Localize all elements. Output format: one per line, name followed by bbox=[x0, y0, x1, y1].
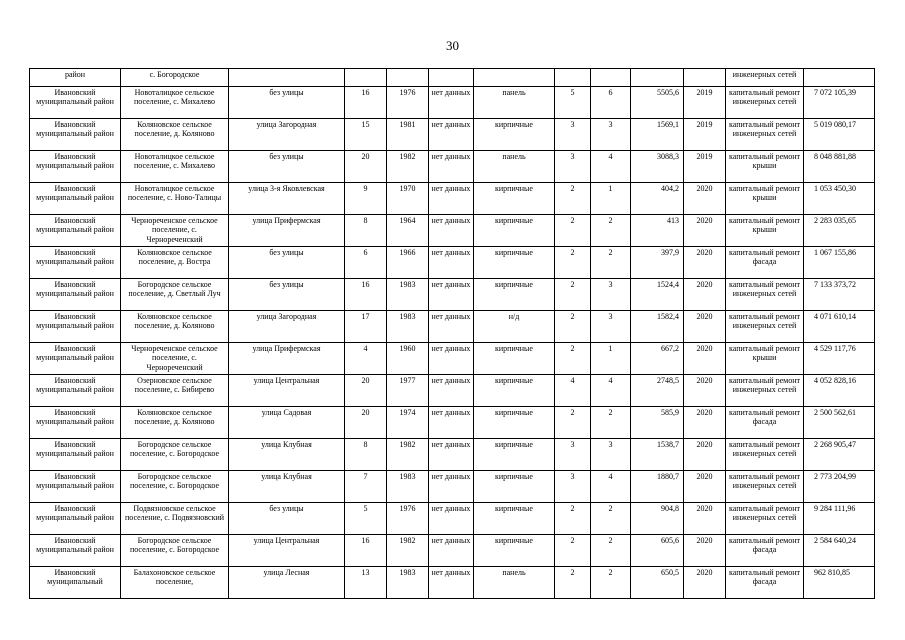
cell-cost: 1 067 155,86 bbox=[804, 247, 875, 279]
cell-district: Ивановский муниципальный район bbox=[30, 375, 121, 407]
cell-sections: 3 bbox=[591, 119, 631, 151]
cell-year: 1981 bbox=[387, 119, 429, 151]
cell-year: 1983 bbox=[387, 567, 429, 599]
cell-floors: 2 bbox=[555, 279, 591, 311]
housing-repair-table bbox=[29, 68, 875, 599]
cell-area: 1569,1 bbox=[631, 119, 684, 151]
cell-data: нет данных bbox=[429, 311, 474, 343]
cell-district: Ивановский муниципальный район bbox=[30, 311, 121, 343]
cell-sections: 2 bbox=[591, 535, 631, 567]
cell-sections: 3 bbox=[591, 311, 631, 343]
cell-settlement: Богородское сельское поселение, д. Светлый Луч bbox=[121, 279, 229, 311]
cell-material: кирпичные bbox=[474, 183, 555, 215]
cell-area: 1538,7 bbox=[631, 439, 684, 471]
cell-material: кирпичные bbox=[474, 471, 555, 503]
cell-settlement: Коляновское сельское поселение, д. Коляново bbox=[121, 119, 229, 151]
cell-floors: 2 bbox=[555, 343, 591, 375]
cell-floors: 3 bbox=[555, 151, 591, 183]
cell-floors: 2 bbox=[555, 567, 591, 599]
cell-floors: 3 bbox=[555, 119, 591, 151]
cell-year: 1982 bbox=[387, 151, 429, 183]
cell-floors: 2 bbox=[555, 247, 591, 279]
cell-material: панель bbox=[474, 567, 555, 599]
cell-settlement: Коляновское сельское поселение, д. Коляново bbox=[121, 407, 229, 439]
cell-floors: 2 bbox=[555, 311, 591, 343]
cell-cost bbox=[804, 69, 875, 87]
cell-material: н/д bbox=[474, 311, 555, 343]
cell-district: район bbox=[30, 69, 121, 87]
cell-cost: 9 284 111,96 bbox=[804, 503, 875, 535]
cell-area: 1524,4 bbox=[631, 279, 684, 311]
table-row bbox=[30, 375, 875, 407]
cell-cost: 2 283 035,65 bbox=[804, 215, 875, 247]
cell-year: 1974 bbox=[387, 407, 429, 439]
cell-year: 1976 bbox=[387, 503, 429, 535]
cell-data: нет данных bbox=[429, 375, 474, 407]
cell-work-type: капитальный ремонт инженерных сетей bbox=[726, 87, 804, 119]
cell-sections: 3 bbox=[591, 439, 631, 471]
cell-district: Ивановский муниципальный район bbox=[30, 343, 121, 375]
cell-data: нет данных bbox=[429, 87, 474, 119]
cell-year: 1960 bbox=[387, 343, 429, 375]
cell-entrances: 5 bbox=[345, 503, 387, 535]
cell-data: нет данных bbox=[429, 567, 474, 599]
page-number: 30 bbox=[446, 38, 459, 53]
cell-year: 1977 bbox=[387, 375, 429, 407]
cell-cost: 1 053 450,30 bbox=[804, 183, 875, 215]
cell-sections: 2 bbox=[591, 567, 631, 599]
cell-district: Ивановский муниципальный район bbox=[30, 407, 121, 439]
cell-settlement: Балахоновское сельское поселение, bbox=[121, 567, 229, 599]
cell-plan-year: 2019 bbox=[684, 119, 726, 151]
cell-sections: 1 bbox=[591, 183, 631, 215]
cell-data: нет данных bbox=[429, 119, 474, 151]
cell-work-type: инженерных сетей bbox=[726, 69, 804, 87]
cell-material: кирпичные bbox=[474, 215, 555, 247]
cell-data: нет данных bbox=[429, 503, 474, 535]
cell-cost: 2 584 640,24 bbox=[804, 535, 875, 567]
cell-street: без улицы bbox=[229, 247, 345, 279]
cell-cost: 8 048 881,88 bbox=[804, 151, 875, 183]
cell-plan-year: 2020 bbox=[684, 439, 726, 471]
cell-floors: 2 bbox=[555, 503, 591, 535]
cell-year: 1970 bbox=[387, 183, 429, 215]
cell-street: улица 3-я Яковлевская bbox=[229, 183, 345, 215]
cell-entrances: 20 bbox=[345, 151, 387, 183]
cell-entrances: 9 bbox=[345, 183, 387, 215]
table-row bbox=[30, 311, 875, 343]
cell-material: панель bbox=[474, 151, 555, 183]
cell-settlement: Богородское сельское поселение, с. Богородское bbox=[121, 535, 229, 567]
cell-cost: 7 072 105,39 bbox=[804, 87, 875, 119]
cell-sections: 4 bbox=[591, 471, 631, 503]
cell-data: нет данных bbox=[429, 183, 474, 215]
cell-entrances: 16 bbox=[345, 535, 387, 567]
cell-material: кирпичные bbox=[474, 503, 555, 535]
cell-district: Ивановский муниципальный район bbox=[30, 503, 121, 535]
cell-data: нет данных bbox=[429, 439, 474, 471]
cell-settlement: Новоталицкое сельское поселение, с. Ново-Талицы bbox=[121, 183, 229, 215]
cell-sections: 4 bbox=[591, 375, 631, 407]
cell-material: кирпичные bbox=[474, 407, 555, 439]
cell-sections: 2 bbox=[591, 247, 631, 279]
cell-street bbox=[229, 69, 345, 87]
table-row bbox=[30, 471, 875, 503]
cell-district: Ивановский муниципальный район bbox=[30, 215, 121, 247]
cell-data: нет данных bbox=[429, 247, 474, 279]
cell-year: 1983 bbox=[387, 471, 429, 503]
cell-material: кирпичные bbox=[474, 535, 555, 567]
cell-area: 585,9 bbox=[631, 407, 684, 439]
cell-plan-year: 2020 bbox=[684, 503, 726, 535]
cell-data: нет данных bbox=[429, 151, 474, 183]
table-row bbox=[30, 119, 875, 151]
cell-entrances: 16 bbox=[345, 87, 387, 119]
cell-floors: 2 bbox=[555, 183, 591, 215]
table-row bbox=[30, 407, 875, 439]
cell-work-type: капитальный ремонт фасада bbox=[726, 407, 804, 439]
cell-entrances: 4 bbox=[345, 343, 387, 375]
cell-sections: 3 bbox=[591, 279, 631, 311]
cell-data: нет данных bbox=[429, 343, 474, 375]
cell-floors: 2 bbox=[555, 407, 591, 439]
cell-sections: 2 bbox=[591, 215, 631, 247]
cell-work-type: капитальный ремонт фасада bbox=[726, 535, 804, 567]
cell-work-type: капитальный ремонт инженерных сетей bbox=[726, 311, 804, 343]
cell-street: без улицы bbox=[229, 279, 345, 311]
cell-plan-year: 2019 bbox=[684, 151, 726, 183]
cell-year: 1966 bbox=[387, 247, 429, 279]
table-body bbox=[30, 69, 875, 599]
table-row bbox=[30, 247, 875, 279]
cell-work-type: капитальный ремонт фасада bbox=[726, 247, 804, 279]
cell-district: Ивановский муниципальный район bbox=[30, 87, 121, 119]
cell-plan-year: 2020 bbox=[684, 375, 726, 407]
cell-floors bbox=[555, 69, 591, 87]
cell-entrances: 16 bbox=[345, 279, 387, 311]
cell-entrances: 17 bbox=[345, 311, 387, 343]
cell-entrances: 20 bbox=[345, 375, 387, 407]
cell-data bbox=[429, 69, 474, 87]
cell-settlement: Подвязновское сельское поселение, с. Подвязновский bbox=[121, 503, 229, 535]
cell-entrances: 13 bbox=[345, 567, 387, 599]
cell-entrances: 8 bbox=[345, 439, 387, 471]
cell-entrances: 6 bbox=[345, 247, 387, 279]
cell-sections: 2 bbox=[591, 407, 631, 439]
cell-work-type: капитальный ремонт инженерных сетей bbox=[726, 471, 804, 503]
cell-data: нет данных bbox=[429, 279, 474, 311]
cell-material bbox=[474, 69, 555, 87]
cell-work-type: капитальный ремонт инженерных сетей bbox=[726, 119, 804, 151]
cell-sections: 6 bbox=[591, 87, 631, 119]
cell-data: нет данных bbox=[429, 535, 474, 567]
cell-street: улица Лесная bbox=[229, 567, 345, 599]
table-row bbox=[30, 503, 875, 535]
cell-work-type: капитальный ремонт инженерных сетей bbox=[726, 503, 804, 535]
cell-settlement: Богородское сельское поселение, с. Богородское bbox=[121, 439, 229, 471]
cell-entrances: 20 bbox=[345, 407, 387, 439]
cell-material: кирпичные bbox=[474, 375, 555, 407]
cell-settlement: Коляновское сельское поселение, д. Востра bbox=[121, 247, 229, 279]
cell-year: 1976 bbox=[387, 87, 429, 119]
cell-street: улица Клубная bbox=[229, 471, 345, 503]
cell-material: кирпичные bbox=[474, 343, 555, 375]
cell-work-type: капитальный ремонт крыши bbox=[726, 215, 804, 247]
cell-plan-year: 2020 bbox=[684, 407, 726, 439]
cell-settlement: Новоталицкое сельское поселение, с. Михалево bbox=[121, 87, 229, 119]
cell-cost: 4 052 828,16 bbox=[804, 375, 875, 407]
cell-sections bbox=[591, 69, 631, 87]
cell-district: Ивановский муниципальный район bbox=[30, 439, 121, 471]
cell-plan-year: 2020 bbox=[684, 183, 726, 215]
cell-year: 1983 bbox=[387, 311, 429, 343]
cell-cost: 2 500 562,61 bbox=[804, 407, 875, 439]
cell-area: 904,8 bbox=[631, 503, 684, 535]
cell-street: без улицы bbox=[229, 87, 345, 119]
cell-street: улица Прифермская bbox=[229, 215, 345, 247]
cell-sections: 2 bbox=[591, 503, 631, 535]
cell-plan-year: 2020 bbox=[684, 247, 726, 279]
cell-settlement: с. Богородское bbox=[121, 69, 229, 87]
cell-settlement: Коляновское сельское поселение, д. Коляново bbox=[121, 311, 229, 343]
cell-material: панель bbox=[474, 87, 555, 119]
cell-work-type: капитальный ремонт инженерных сетей bbox=[726, 439, 804, 471]
cell-plan-year: 2020 bbox=[684, 567, 726, 599]
cell-work-type: капитальный ремонт крыши bbox=[726, 183, 804, 215]
cell-data: нет данных bbox=[429, 215, 474, 247]
table-row bbox=[30, 279, 875, 311]
cell-district: Ивановский муниципальный район bbox=[30, 535, 121, 567]
cell-entrances: 15 bbox=[345, 119, 387, 151]
cell-plan-year bbox=[684, 69, 726, 87]
cell-cost: 2 773 204,99 bbox=[804, 471, 875, 503]
cell-sections: 1 bbox=[591, 343, 631, 375]
cell-street: улица Загородная bbox=[229, 311, 345, 343]
cell-area: 1582,4 bbox=[631, 311, 684, 343]
cell-plan-year: 2020 bbox=[684, 343, 726, 375]
cell-district: Ивановский муниципальный район bbox=[30, 471, 121, 503]
cell-street: без улицы bbox=[229, 151, 345, 183]
cell-cost: 7 133 373,72 bbox=[804, 279, 875, 311]
cell-district: Ивановский муниципальный район bbox=[30, 247, 121, 279]
cell-year bbox=[387, 69, 429, 87]
cell-street: без улицы bbox=[229, 503, 345, 535]
cell-entrances bbox=[345, 69, 387, 87]
cell-cost: 4 071 610,14 bbox=[804, 311, 875, 343]
cell-area: 3088,3 bbox=[631, 151, 684, 183]
cell-floors: 2 bbox=[555, 535, 591, 567]
cell-area: 404,2 bbox=[631, 183, 684, 215]
cell-work-type: капитальный ремонт инженерных сетей bbox=[726, 279, 804, 311]
cell-year: 1964 bbox=[387, 215, 429, 247]
table-row bbox=[30, 535, 875, 567]
cell-plan-year: 2020 bbox=[684, 471, 726, 503]
cell-year: 1982 bbox=[387, 535, 429, 567]
cell-street: улица Клубная bbox=[229, 439, 345, 471]
cell-district: Ивановский муниципальный район bbox=[30, 279, 121, 311]
cell-cost: 962 810,85 bbox=[804, 567, 875, 599]
table-row bbox=[30, 439, 875, 471]
cell-area bbox=[631, 69, 684, 87]
cell-street: улица Садовая bbox=[229, 407, 345, 439]
cell-area: 413 bbox=[631, 215, 684, 247]
cell-floors: 2 bbox=[555, 215, 591, 247]
cell-data: нет данных bbox=[429, 407, 474, 439]
table-row bbox=[30, 567, 875, 599]
table-row bbox=[30, 183, 875, 215]
cell-work-type: капитальный ремонт инженерных сетей bbox=[726, 375, 804, 407]
cell-work-type: капитальный ремонт фасада bbox=[726, 567, 804, 599]
table-row-continuation bbox=[30, 69, 875, 87]
cell-settlement: Чернореченское сельское поселение, с. Чернореченский bbox=[121, 215, 229, 247]
table-row bbox=[30, 215, 875, 247]
cell-material: кирпичные bbox=[474, 119, 555, 151]
cell-plan-year: 2020 bbox=[684, 535, 726, 567]
cell-material: кирпичные bbox=[474, 439, 555, 471]
cell-plan-year: 2020 bbox=[684, 215, 726, 247]
cell-district: Ивановский муниципальный район bbox=[30, 183, 121, 215]
cell-floors: 3 bbox=[555, 471, 591, 503]
cell-sections: 4 bbox=[591, 151, 631, 183]
cell-street: улица Центральная bbox=[229, 375, 345, 407]
cell-work-type: капитальный ремонт крыши bbox=[726, 151, 804, 183]
cell-area: 605,6 bbox=[631, 535, 684, 567]
cell-cost: 2 268 905,47 bbox=[804, 439, 875, 471]
cell-year: 1983 bbox=[387, 279, 429, 311]
cell-settlement: Богородское сельское поселение, с. Богородское bbox=[121, 471, 229, 503]
cell-district: Ивановский муниципальный bbox=[30, 567, 121, 599]
cell-work-type: капитальный ремонт крыши bbox=[726, 343, 804, 375]
cell-settlement: Новоталицкое сельское поселение, с. Михалево bbox=[121, 151, 229, 183]
cell-settlement: Чернореченское сельское поселение, с. Чернореченский bbox=[121, 343, 229, 375]
cell-plan-year: 2020 bbox=[684, 311, 726, 343]
cell-settlement: Озерновское сельское поселение, с. Бибирево bbox=[121, 375, 229, 407]
cell-cost: 5 019 080,17 bbox=[804, 119, 875, 151]
cell-area: 5505,6 bbox=[631, 87, 684, 119]
cell-year: 1982 bbox=[387, 439, 429, 471]
cell-floors: 3 bbox=[555, 439, 591, 471]
table-row bbox=[30, 343, 875, 375]
cell-entrances: 7 bbox=[345, 471, 387, 503]
cell-entrances: 8 bbox=[345, 215, 387, 247]
cell-plan-year: 2020 bbox=[684, 279, 726, 311]
table-row bbox=[30, 151, 875, 183]
cell-plan-year: 2019 bbox=[684, 87, 726, 119]
cell-street: улица Центральная bbox=[229, 535, 345, 567]
cell-area: 397,9 bbox=[631, 247, 684, 279]
cell-cost: 4 529 117,76 bbox=[804, 343, 875, 375]
cell-street: улица Загородная bbox=[229, 119, 345, 151]
cell-district: Ивановский муниципальный район bbox=[30, 151, 121, 183]
cell-district: Ивановский муниципальный район bbox=[30, 119, 121, 151]
cell-data: нет данных bbox=[429, 471, 474, 503]
cell-area: 650,5 bbox=[631, 567, 684, 599]
cell-material: кирпичные bbox=[474, 279, 555, 311]
cell-floors: 5 bbox=[555, 87, 591, 119]
cell-floors: 4 bbox=[555, 375, 591, 407]
cell-area: 2748,5 bbox=[631, 375, 684, 407]
cell-material: кирпичные bbox=[474, 247, 555, 279]
cell-area: 667,2 bbox=[631, 343, 684, 375]
cell-street: улица Прифермская bbox=[229, 343, 345, 375]
table-row bbox=[30, 87, 875, 119]
cell-area: 1880,7 bbox=[631, 471, 684, 503]
